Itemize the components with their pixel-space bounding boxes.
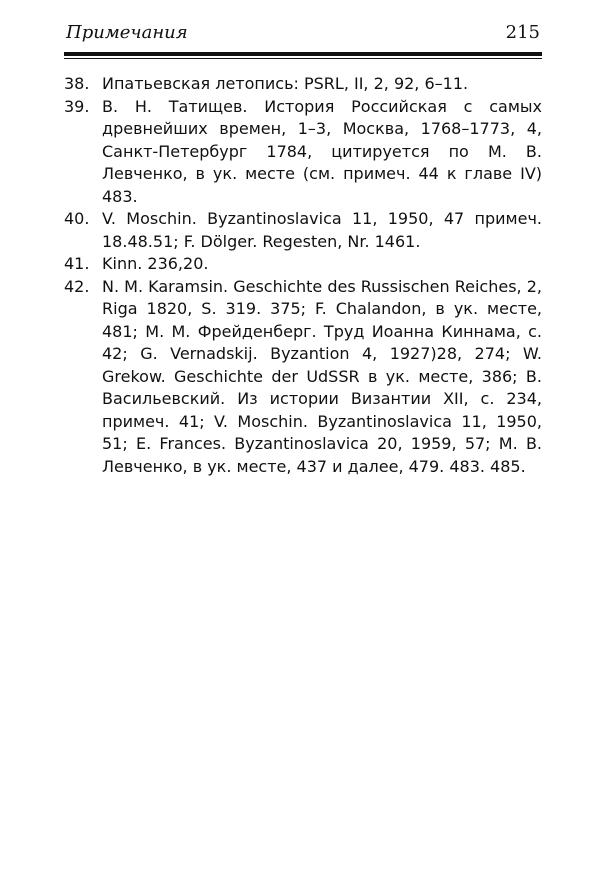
note-text: N. M. Karamsin. Geschichte des Russischen Reiches, 2, Riga 1820, S. 319. 375; F. Chalandon, в ук. месте, 481; М. М. Фрейденберг. Труд Иоанна Киннама, с. 42; G. Vernadskij. Byzantion 4, 1927)28, 274; W. Grekow. Geschichte der UdSSR в ук. месте, 386; В. Васильевский. Из истории Византии XII, с. 234, примеч. 41; V. Moschin. Byzantinoslavica 11, 1950, 51; E. Frances. Byzantinoslavica 20, 1959, 57; М. В. Левченко, в ук. месте, 437 и далее, 479. 483. 485. — [102, 276, 542, 476]
note-41 — [64, 253, 542, 276]
running-title: Примечания — [66, 22, 188, 43]
note-38 — [64, 73, 542, 96]
note-text: Kinn. 236,20. — [102, 254, 209, 273]
book-page — [64, 22, 542, 478]
note-42 — [64, 276, 542, 479]
note-number: 41. — [64, 254, 90, 273]
header-rule-thick — [64, 52, 542, 56]
note-40 — [64, 208, 542, 253]
note-text: V. Moschin. Byzantinoslavica 11, 1950, 47 примеч. 18.48.51; F. Dölger. Regesten, Nr. 1461. — [102, 209, 542, 251]
endnotes-list — [64, 73, 542, 478]
note-text: Ипатьевская летопись: PSRL, II, 2, 92, 6–11. — [102, 74, 469, 93]
page-number: 215 — [505, 22, 540, 43]
note-number: 39. — [64, 96, 90, 116]
note-number: 40. — [64, 209, 90, 228]
note-text: В. Н. Татищев. История Российская с самых древнейших времен, 1–3, Москва, 1768–1773, 4, Санкт-Петербург 1784, цитируется по М. В. Левченко, в ук. месте (см. примеч. 44 к главе IV) 483. — [102, 96, 542, 206]
note-number: 38. — [64, 74, 90, 93]
header-rule-thin — [64, 58, 542, 59]
note-39 — [64, 96, 542, 209]
note-number: 42. — [64, 276, 90, 296]
running-header — [64, 22, 542, 44]
